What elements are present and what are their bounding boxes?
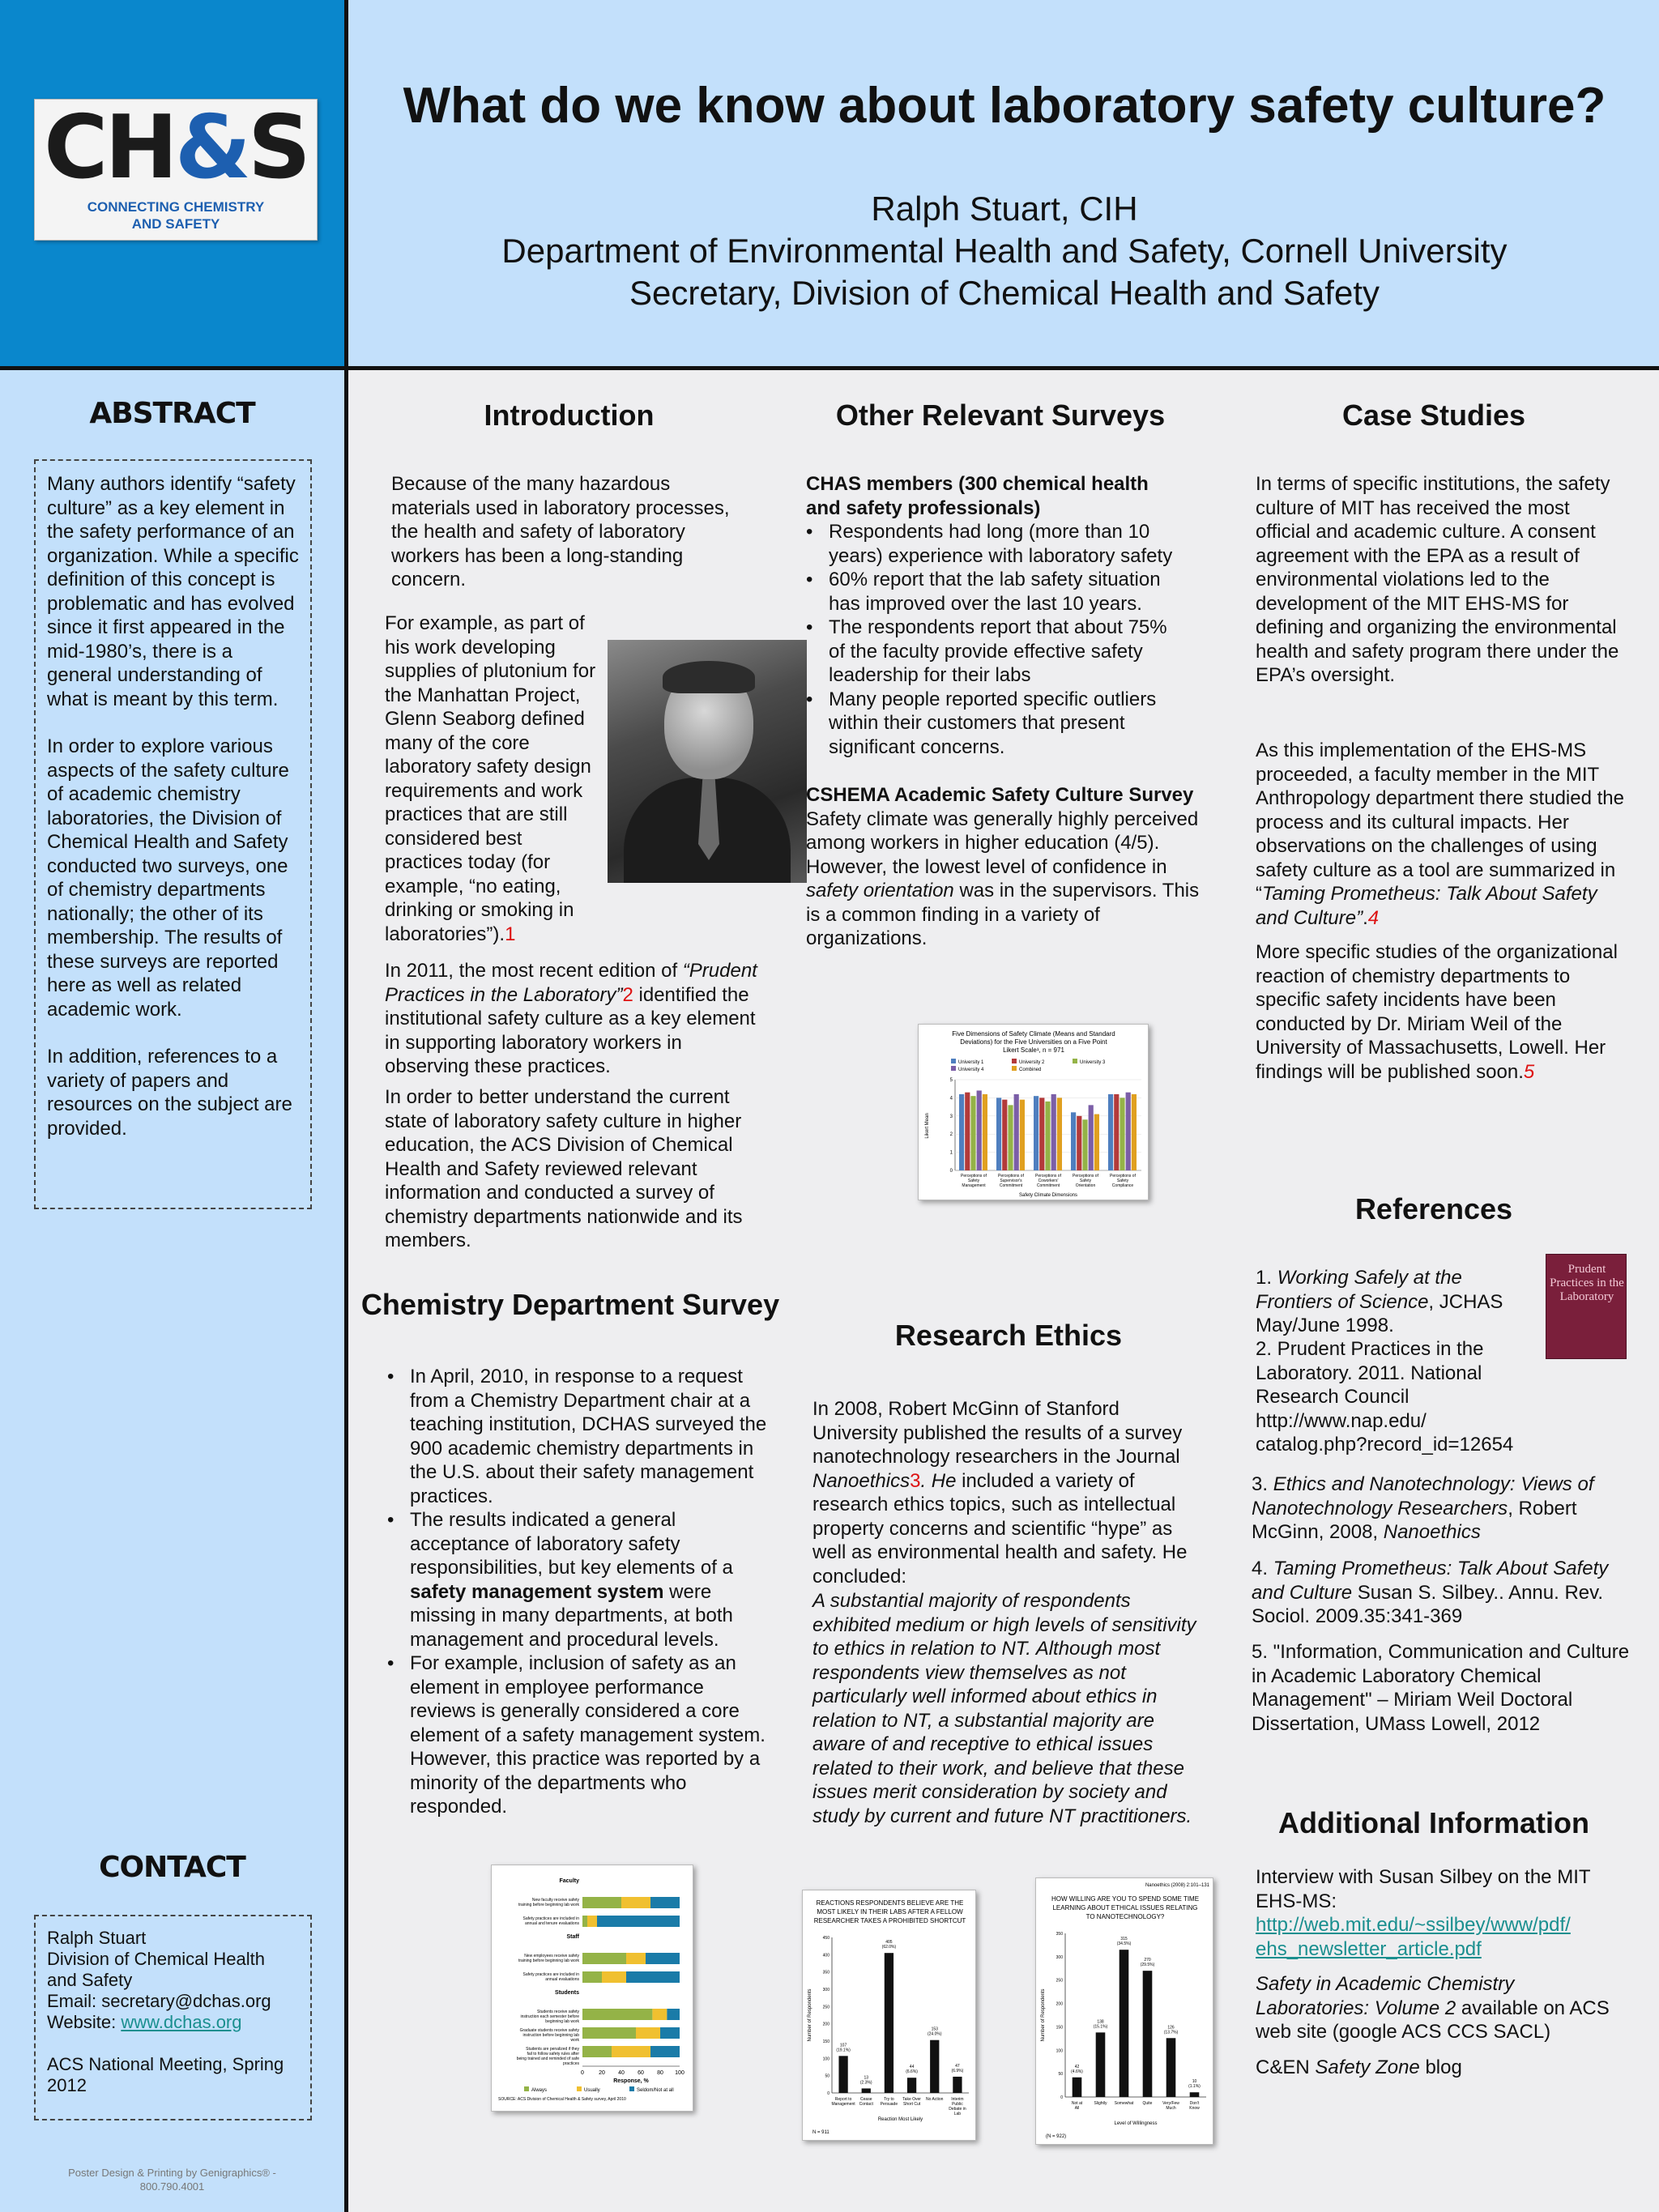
printing-credit: Poster Design & Printing by Genigraphics® - 800.790.4001: [68, 2167, 276, 2193]
data-label: (15.1%): [1093, 2024, 1108, 2030]
abstract-box: [34, 459, 312, 1209]
sample-size-note: N = 911: [812, 2130, 830, 2135]
bar: [953, 2077, 962, 2093]
x-tick-label: Safety: [1079, 1178, 1092, 1183]
bar: [1190, 2092, 1200, 2097]
legend-swatch: [577, 2086, 582, 2091]
bar: [959, 1094, 964, 1170]
x-axis-label: Reaction Most Likely: [877, 2117, 923, 2122]
bar-segment: [582, 1971, 602, 1983]
x-tick-label: Supervisor's: [1000, 1178, 1022, 1183]
bar: [1120, 1950, 1129, 2097]
x-tick-label: Safety: [967, 1178, 980, 1183]
data-label: (19.1%): [836, 2048, 851, 2053]
y-axis-label: Number of Respondents: [1041, 1988, 1046, 2042]
website-link[interactable]: www.dchas.org: [121, 2012, 242, 2032]
x-tick-label: Commitment: [1036, 1183, 1060, 1188]
additional-info-heading: Additional Information: [1278, 1806, 1589, 1839]
bar-segment: [667, 2009, 680, 2020]
bar-segment: [626, 1971, 680, 1983]
bar: [1002, 1100, 1007, 1170]
reference-4: 4. Taming Prometheus: Talk About Safety and Culture Susan S. Silbey.. Annu. Rev. Sociol. 2009.35:341-369: [1252, 1558, 1609, 1627]
bar: [1126, 1093, 1131, 1170]
row-label: beginning lab work: [545, 2019, 579, 2024]
x-tick-label: Not at: [1071, 2101, 1083, 2106]
logo-letters: CH&S: [44, 97, 308, 198]
x-tick-label: Commitment: [999, 1183, 1023, 1188]
chs-logo: [34, 99, 318, 241]
x-tick-label: All: [1074, 2106, 1080, 2111]
bar: [1014, 1094, 1019, 1170]
x-tick-label: Compliance: [1111, 1183, 1134, 1188]
introduction-heading: Introduction: [484, 399, 655, 432]
x-tick-label: Perceptions of: [1110, 1174, 1136, 1178]
list-item: • For example, inclusion of safety as an element in employee performance reviews is generally considered a core element of a safety management system. However, this practice was reported by a minority of the departments who responded.: [387, 1652, 768, 1819]
y-tick-label: 250: [822, 2005, 830, 2010]
x-tick-label: Quite: [1142, 2101, 1153, 2106]
x-tick-label: Lab: [953, 2112, 962, 2116]
row-label: fail to follow safety rules after: [527, 2052, 579, 2056]
bar-segment: [646, 1953, 680, 1964]
reference-5: 5. "Information, Communication and Culture in Academic Laboratory Chemical Management" – Miriam Weil Doctoral Dissertation, UMass Lowell, 2012: [1252, 1641, 1630, 1735]
bar: [1120, 1097, 1124, 1170]
vertical-divider: [344, 0, 348, 2212]
chem-survey-chart-card: [491, 1865, 693, 2112]
chart-source: SOURCE: ACS Division of Chemical Health & Safety survey, April 2010: [498, 2097, 626, 2102]
y-tick-label: 450: [822, 1936, 830, 1941]
cshema-text: Safety climate was generally highly perceived among workers in higher education (4/5). However, the lowest level of confidence in safety orientation was in the supervisors. This is a common finding in a variety of organizations.: [806, 808, 1200, 949]
ref-marker: 2: [622, 983, 633, 1006]
x-tick-label: Take Over: [902, 2097, 921, 2102]
y-tick-label: 200: [822, 2022, 830, 2027]
bar-segment: [582, 2027, 636, 2039]
bar-segment: [582, 1897, 621, 1908]
contact-division: Division of Chemical Health and Safety: [47, 1949, 265, 1990]
safety-climate-chart-card: [918, 1024, 1149, 1200]
reference-3: 3. Ethics and Nanotechnology: Views of Nanotechnology Researchers, Robert McGinn, 2008, Nanoethics: [1252, 1473, 1594, 1543]
chart-title: TO NANOTECHNOLOGY?: [1085, 1913, 1165, 1920]
x-axis-label: Safety Climate Dimensions: [1018, 1193, 1078, 1198]
x-tick-label: Orientation: [1075, 1183, 1096, 1188]
y-tick-label: 350: [1056, 1932, 1063, 1937]
bar-segment: [636, 2027, 660, 2039]
row-label: work: [570, 2038, 579, 2043]
bar-segment: [650, 1897, 680, 1908]
data-label: (6.6%): [906, 2069, 918, 2075]
references-heading: References: [1354, 1192, 1513, 1225]
contact-name: Ralph Stuart: [47, 1928, 147, 1948]
x-tick-label: Perceptions of: [961, 1174, 987, 1178]
legend-swatch: [1012, 1059, 1017, 1063]
bar: [1082, 1119, 1087, 1170]
cen-blog-text: C&EN Safety Zone blog: [1256, 2056, 1462, 2078]
x-tick-label: Cease: [860, 2097, 872, 2102]
other-surveys-heading: Other Relevant Surveys: [835, 399, 1166, 432]
abstract-heading: ABSTRACT: [89, 397, 255, 430]
cshema-heading: CSHEMA Academic Safety Culture Survey: [806, 784, 1194, 806]
legend-swatch: [1012, 1066, 1017, 1071]
y-tick-label: 5: [949, 1078, 953, 1083]
chart-title: Five Dimensions of Safety Climate (Means and Standard: [952, 1030, 1115, 1038]
x-axis-label: Level of Willingness: [1114, 2121, 1158, 2126]
prudent-practices-book-cover: Prudent Practices in the Laboratory: [1546, 1254, 1627, 1359]
case-paragraph-3: More specific studies of the organizational reaction of chemistry departments to specific safety incidents have been conducted by Dr. Miriam Weil of the University of Massachusetts, Lowell. Her findings will be published soon.5: [1256, 941, 1618, 1083]
chart-title: HOW WILLING ARE YOU TO SPEND SOME TIME: [1051, 1895, 1200, 1903]
y-tick-label: 0: [949, 1169, 953, 1174]
x-tick-label: Perceptions of: [1073, 1174, 1098, 1178]
interview-text: Interview with Susan Silbey on the MIT EHS-MS: http://web.mit.edu/~ssilbey/www/pdf/ ehs_newsletter_article.pdf: [1256, 1866, 1591, 1960]
chem-survey-chart: [492, 1865, 694, 2112]
row-label: annual and tenure evaluations: [525, 1921, 579, 1926]
bar: [1045, 1102, 1050, 1170]
chart-title: Likert Scale¹, n = 971: [1003, 1046, 1064, 1054]
bar: [970, 1096, 975, 1170]
y-tick-label: 150: [822, 2039, 830, 2044]
data-label: (24.0%): [927, 2031, 942, 2037]
x-tick-label: Report to: [834, 2097, 852, 2102]
bar-segment: [650, 2046, 680, 2057]
legend-label: University 2: [1019, 1060, 1045, 1065]
poster-title: What do we know about laboratory safety culture?: [403, 78, 1606, 134]
contact-box: [34, 1915, 312, 2120]
y-tick-label: 100: [822, 2056, 830, 2062]
data-label: (4.6%): [1071, 2069, 1083, 2074]
data-label: (34.5%): [1116, 1941, 1132, 1947]
data-label: 153: [931, 2027, 938, 2032]
legend-swatch: [524, 2086, 529, 2091]
data-label: 107: [839, 2043, 847, 2048]
bar: [1094, 1115, 1099, 1170]
author-block: [356, 188, 1653, 314]
x-tick-label: No Action: [926, 2097, 944, 2102]
intro-paragraph-2: For example, as part of his work developing supplies of plutonium for the Manhattan Project, Glenn Seaborg defined many of the core laboratory safety design requirements and work practices that are still considered best practices today (for example, “no eating, drinking or smoking in laboratories”).1: [385, 612, 596, 945]
x-axis-label: Response, %: [613, 2078, 649, 2084]
bar: [1108, 1094, 1113, 1170]
x-tick-label: Know: [1189, 2106, 1200, 2111]
y-tick-label: 2: [949, 1132, 953, 1138]
x-tick-label: Perceptions of: [998, 1174, 1024, 1178]
intro-paragraph-1: Because of the many hazardous materials used in laboratory processes, the health and safety of laboratory workers has been a long-standing concern.: [391, 473, 730, 590]
bar: [930, 2040, 939, 2093]
bar: [1008, 1105, 1013, 1170]
y-tick-label: 4: [949, 1096, 953, 1102]
data-label: 270: [1144, 1958, 1151, 1963]
y-tick-label: 350: [822, 1970, 830, 1975]
author-department: Department of Environmental Health and Safety, Cornell University: [501, 232, 1508, 270]
x-tick-label: Public: [952, 2102, 963, 2107]
seaborg-portrait: [608, 640, 807, 883]
legend-label: University 3: [1080, 1060, 1106, 1065]
intro-paragraph-4: In order to better understand the current state of laboratory safety culture in higher education, the ACS Division of Chemical Health and Safety reviewed relevant information and conducted a survey of chemistry departments nationwide and its members.: [385, 1086, 743, 1251]
list-item: • Many people reported specific outliers within their customers that present significant concerns.: [806, 688, 1187, 760]
data-label: 13: [864, 2075, 869, 2081]
x-tick-label: 40: [618, 2070, 625, 2076]
row-label: practices: [562, 2061, 579, 2066]
legend-swatch: [1073, 1059, 1077, 1063]
data-label: 126: [1167, 2025, 1175, 2031]
chart-title: REACTIONS RESPONDENTS BELIEVE ARE THE: [816, 1899, 964, 1907]
x-tick-label: Try to: [884, 2097, 894, 2102]
bar: [1057, 1097, 1062, 1170]
sample-size-note: (N = 922): [1046, 2134, 1067, 2139]
chart-header: Nanoethics (2008) 2:101–131: [1145, 1883, 1209, 1888]
bar: [1166, 2038, 1176, 2097]
x-tick-label: Contact: [859, 2102, 873, 2107]
data-label: (1.1%): [1188, 2084, 1201, 2090]
y-tick-label: 0: [1060, 2095, 1063, 2100]
reactions-chart-card: [802, 1890, 976, 2141]
group-label: Staff: [566, 1934, 579, 1940]
bar: [1020, 1100, 1025, 1170]
y-tick-label: 300: [1056, 1954, 1063, 1960]
bar-segment: [597, 1916, 680, 1927]
research-ethics-quote: A substantial majority of respondents exhibited medium or high levels of sensitivity to ethics in relation to NT. Although most respondents view themselves as not particularly well informed about ethics in relation to NT, a substantial majority are aware of and receptive to ethical issues related to their work, and believe that these issues merit consideration by society and study by current and future NT practitioners.: [812, 1590, 1196, 1827]
list-item: • In April, 2010, in response to a request from a Chemistry Department chair at a teaching institution, DCHAS surveyed the 900 academic chemistry departments in the U.S. about their safety management practices.: [387, 1365, 768, 1508]
contact-website: Website: www.dchas.org: [47, 2012, 242, 2032]
research-ethics-text: In 2008, Robert McGinn of Stanford University published the results of a survey nanotechnology researchers in the Journal Nanoethics3. He included a variety of research ethics topics, such as intellectual property concerns and scientific “hype” as well as environmental health and safety. He concluded:: [812, 1398, 1188, 1588]
x-tick-label: 60: [638, 2070, 644, 2076]
reference-1: 1. Working Safely at the Frontiers of Science, JCHAS May/June 1998.: [1256, 1267, 1503, 1336]
x-tick-label: Don't: [1189, 2101, 1200, 2106]
y-axis-label: Number of Respondents: [808, 1988, 812, 2042]
row-label: being trained and reminded of safe: [516, 2056, 579, 2061]
willingness-chart-card: [1035, 1877, 1213, 2145]
abstract-paragraph: In order to explore various aspects of the safety culture of academic chemistry laboratories, the Division of Chemical Health and Safety conducted two surveys, one of chemistry departments nationally; the other of its membership. The results of these surveys are reported here as well as related academic work.: [47, 735, 289, 1021]
data-label: 315: [1120, 1937, 1128, 1942]
y-axis-label: Likert Mean: [925, 1113, 930, 1139]
data-label: 42: [1074, 2064, 1080, 2069]
x-tick-label: Safety: [1116, 1178, 1129, 1183]
y-tick-label: 0: [827, 2091, 830, 2096]
data-label: (62.0%): [881, 1945, 897, 1950]
bar: [965, 1093, 970, 1170]
sacl-text: Safety in Academic Chemistry Laboratories: Volume 2 available on ACS web site (google ACS CCS SACL): [1256, 1973, 1610, 2043]
intro-paragraph-3: In 2011, the most recent edition of “Prudent Practices in the Laboratory”2 identified the institutional safety culture as a key element in supporting laboratory workers in observing these practices.: [385, 960, 757, 1077]
bar: [1096, 2032, 1106, 2097]
legend-label: University 4: [958, 1068, 984, 1072]
contact-meeting: ACS National Meeting, Spring 2012: [47, 2054, 284, 2095]
list-item: • 60% report that the lab safety situation has improved over the last 10 years.: [806, 568, 1187, 616]
data-label: (2.3%): [859, 2080, 872, 2086]
data-label: 138: [1097, 2019, 1104, 2025]
horizontal-divider: [0, 366, 1659, 370]
bar: [1114, 1094, 1119, 1170]
x-tick-label: 100: [675, 2070, 684, 2076]
bar: [1034, 1096, 1038, 1170]
x-tick-label: Perceptions of: [1035, 1174, 1061, 1178]
chart-title: MOST LIKELY IN THEIR LABS AFTER A FELLOW: [817, 1908, 963, 1916]
bar-segment: [582, 2009, 652, 2020]
group-label: Faculty: [559, 1878, 579, 1884]
row-label: Safety practices are included in: [522, 1916, 579, 1921]
chart-title: RESEARCHER TAKES A PROHIBITED SHORTCUT: [813, 1917, 966, 1924]
x-tick-label: Slightly: [1094, 2101, 1107, 2106]
abstract-paragraph: In addition, references to a variety of papers and resources on the subject are provided.: [47, 1046, 292, 1140]
research-ethics-heading: Research Ethics: [894, 1319, 1123, 1352]
x-tick-label: 0: [581, 2070, 584, 2076]
bar-segment: [652, 2009, 667, 2020]
bar-segment: [621, 1897, 650, 1908]
y-tick-label: 50: [1058, 2072, 1063, 2078]
contact-email[interactable]: Email: secretary@dchas.org: [47, 1991, 271, 2011]
list-item: • The results indicated a general acceptance of laboratory safety responsibilities, but key elements of a safety management system were missing in many departments, at both management and procedural levels.: [387, 1508, 768, 1652]
list-item: • The respondents report that about 75% of the faculty provide effective safety leadership for their labs: [806, 616, 1187, 688]
x-tick-label: Management: [831, 2102, 855, 2107]
bar-segment: [612, 2046, 650, 2057]
bar-segment: [626, 1953, 646, 1964]
x-tick-label: Coworkers': [1038, 1178, 1059, 1183]
y-tick-label: 200: [1056, 2001, 1063, 2007]
row-label: Students are penalized if they: [526, 2047, 579, 2052]
bar: [885, 1953, 893, 2093]
x-tick-label: Very/Few: [1162, 2101, 1179, 2106]
data-label: 405: [885, 1940, 893, 1946]
legend-swatch: [629, 2086, 634, 2091]
group-label: Students: [555, 1990, 579, 1996]
x-tick-label: Persuade: [880, 2102, 898, 2107]
bar: [1143, 1971, 1153, 2097]
data-label: 10: [1192, 2079, 1197, 2085]
row-label: New employees receive safety: [524, 1954, 579, 1958]
chem-survey-heading: Chemistry Department Survey: [360, 1288, 780, 1321]
case-studies-heading: Case Studies: [1341, 399, 1526, 432]
y-tick-label: 50: [825, 2073, 830, 2079]
row-label: training before beginning lab work: [518, 1903, 579, 1907]
row-label: training before beginning lab work: [518, 1958, 579, 1963]
x-tick-label: 80: [657, 2070, 663, 2076]
row-label: Students receive safety: [537, 2010, 579, 2014]
legend-label: Always: [531, 2088, 548, 2093]
row-label: New faculty receive safety: [531, 1898, 579, 1903]
logo-tagline: CONNECTING CHEMISTRY AND SAFETY: [87, 199, 265, 232]
ref-marker: 4: [1367, 906, 1380, 929]
y-tick-label: 100: [1056, 2048, 1063, 2054]
case-paragraph-1: In terms of specific institutions, the safety culture of MIT has received the most official and academic culture. A consent agreement with the EPA as a result of environmental violations led to the development of the MIT EHS-MS for defining and organizing the environmental health and safety program there under the EPA’s oversight.: [1256, 473, 1619, 686]
row-label: instruction before beginning lab: [522, 2033, 579, 2038]
y-tick-label: 150: [1056, 2025, 1063, 2031]
bar: [983, 1094, 987, 1170]
x-tick-label: Somewhat: [1114, 2101, 1134, 2106]
chas-bullets: [806, 520, 1187, 759]
x-tick-label: Short Cut: [903, 2102, 921, 2107]
reference-2: 2. Prudent Practices in the Laboratory. 2011. National Research Council http://www.nap.edu/ catalog.php?record_id=12654: [1256, 1338, 1514, 1455]
ref-marker: 1: [505, 923, 516, 945]
x-tick-label: Management: [962, 1183, 986, 1188]
bar: [1071, 1112, 1076, 1170]
data-label: (13.7%): [1163, 2030, 1179, 2035]
bar: [1089, 1105, 1094, 1170]
bar-segment: [582, 2046, 612, 2057]
author-name: Ralph Stuart, CIH: [871, 190, 1138, 228]
data-label: (6.9%): [951, 2068, 964, 2073]
bar: [1077, 1116, 1081, 1170]
data-label: 44: [909, 2065, 915, 2070]
bar: [1073, 2078, 1082, 2097]
x-tick-label: Much: [1166, 2106, 1176, 2111]
ref-marker: 3: [910, 1469, 921, 1492]
bar: [907, 2078, 916, 2093]
case-paragraph-2: As this implementation of the EHS-MS proceeded, a faculty member in the MIT Anthropology department there studied the process and its cultural impacts. Her observations on the challenges of using safety culture as a tool are summarized in “Taming Prometheus: Talk About Safety and Culture”.4: [1256, 739, 1624, 929]
y-tick-label: 300: [822, 1988, 830, 1993]
y-tick-label: 400: [822, 1953, 830, 1958]
chart-title: Deviations) for the Five Universities on a Five Point: [960, 1038, 1107, 1046]
legend-label: Combined: [1019, 1068, 1042, 1072]
reactions-chart: [803, 1890, 977, 2142]
y-tick-label: 1: [949, 1150, 953, 1156]
row-label: Graduate students receive safety: [519, 2028, 579, 2033]
bar-segment: [587, 1916, 597, 1927]
bar: [977, 1090, 982, 1170]
bar: [996, 1097, 1001, 1170]
bar: [1132, 1094, 1137, 1170]
chart-title: LEARNING ABOUT ETHICAL ISSUES RELATING: [1052, 1904, 1198, 1912]
legend-swatch: [951, 1066, 956, 1071]
bar: [838, 2056, 847, 2093]
x-tick-label: Debate in: [949, 2107, 966, 2112]
x-tick-label: 20: [599, 2070, 605, 2076]
legend-swatch: [951, 1059, 956, 1063]
contact-heading: CONTACT: [99, 1851, 245, 1884]
bar: [862, 2088, 871, 2093]
legend-label: Seldom/Not at all: [637, 2088, 674, 2093]
bar-segment: [602, 1971, 626, 1983]
chas-members-block: [806, 472, 1187, 759]
bar-segment: [582, 1953, 626, 1964]
x-tick-label: Interim: [951, 2097, 964, 2102]
row-label: instruction each semester before: [520, 2014, 579, 2019]
y-tick-label: 3: [949, 1114, 953, 1119]
chem-survey-bullets: [387, 1365, 768, 1819]
row-label: Safety practices are included in: [522, 1972, 579, 1977]
chas-members-heading: CHAS members (300 chemical health and safety professionals): [806, 473, 1149, 519]
list-item: • Respondents had long (more than 10 years) experience with laboratory safety: [806, 520, 1187, 568]
safety-climate-chart: [919, 1025, 1149, 1201]
legend-label: University 1: [958, 1060, 984, 1065]
y-tick-label: 250: [1056, 1978, 1063, 1984]
bar-segment: [582, 1916, 587, 1927]
author-role: Secretary, Division of Chemical Health and Safety: [629, 274, 1380, 312]
data-label: (29.5%): [1140, 1963, 1155, 1968]
interview-link[interactable]: http://web.mit.edu/~ssilbey/www/pdf/ ehs_newsletter_article.pdf: [1256, 1914, 1571, 1960]
legend-label: Usually: [584, 2088, 600, 2093]
bar: [1051, 1094, 1056, 1170]
data-label: 47: [955, 2063, 960, 2069]
willingness-chart: [1036, 1878, 1214, 2146]
abstract-paragraph: Many authors identify “safety culture” as a key element in the safety performance of an organization. While a specific definition of this concept is problematic and has evolved since it first appeared in the mid-1980’s, there is a general understanding of what is meant by this term.: [47, 473, 299, 710]
bar: [1039, 1097, 1044, 1170]
cshema-block: [806, 783, 1201, 951]
ref-marker: 5: [1523, 1060, 1535, 1083]
row-label: annual evaluations: [545, 1977, 579, 1982]
bar-segment: [660, 2027, 680, 2039]
